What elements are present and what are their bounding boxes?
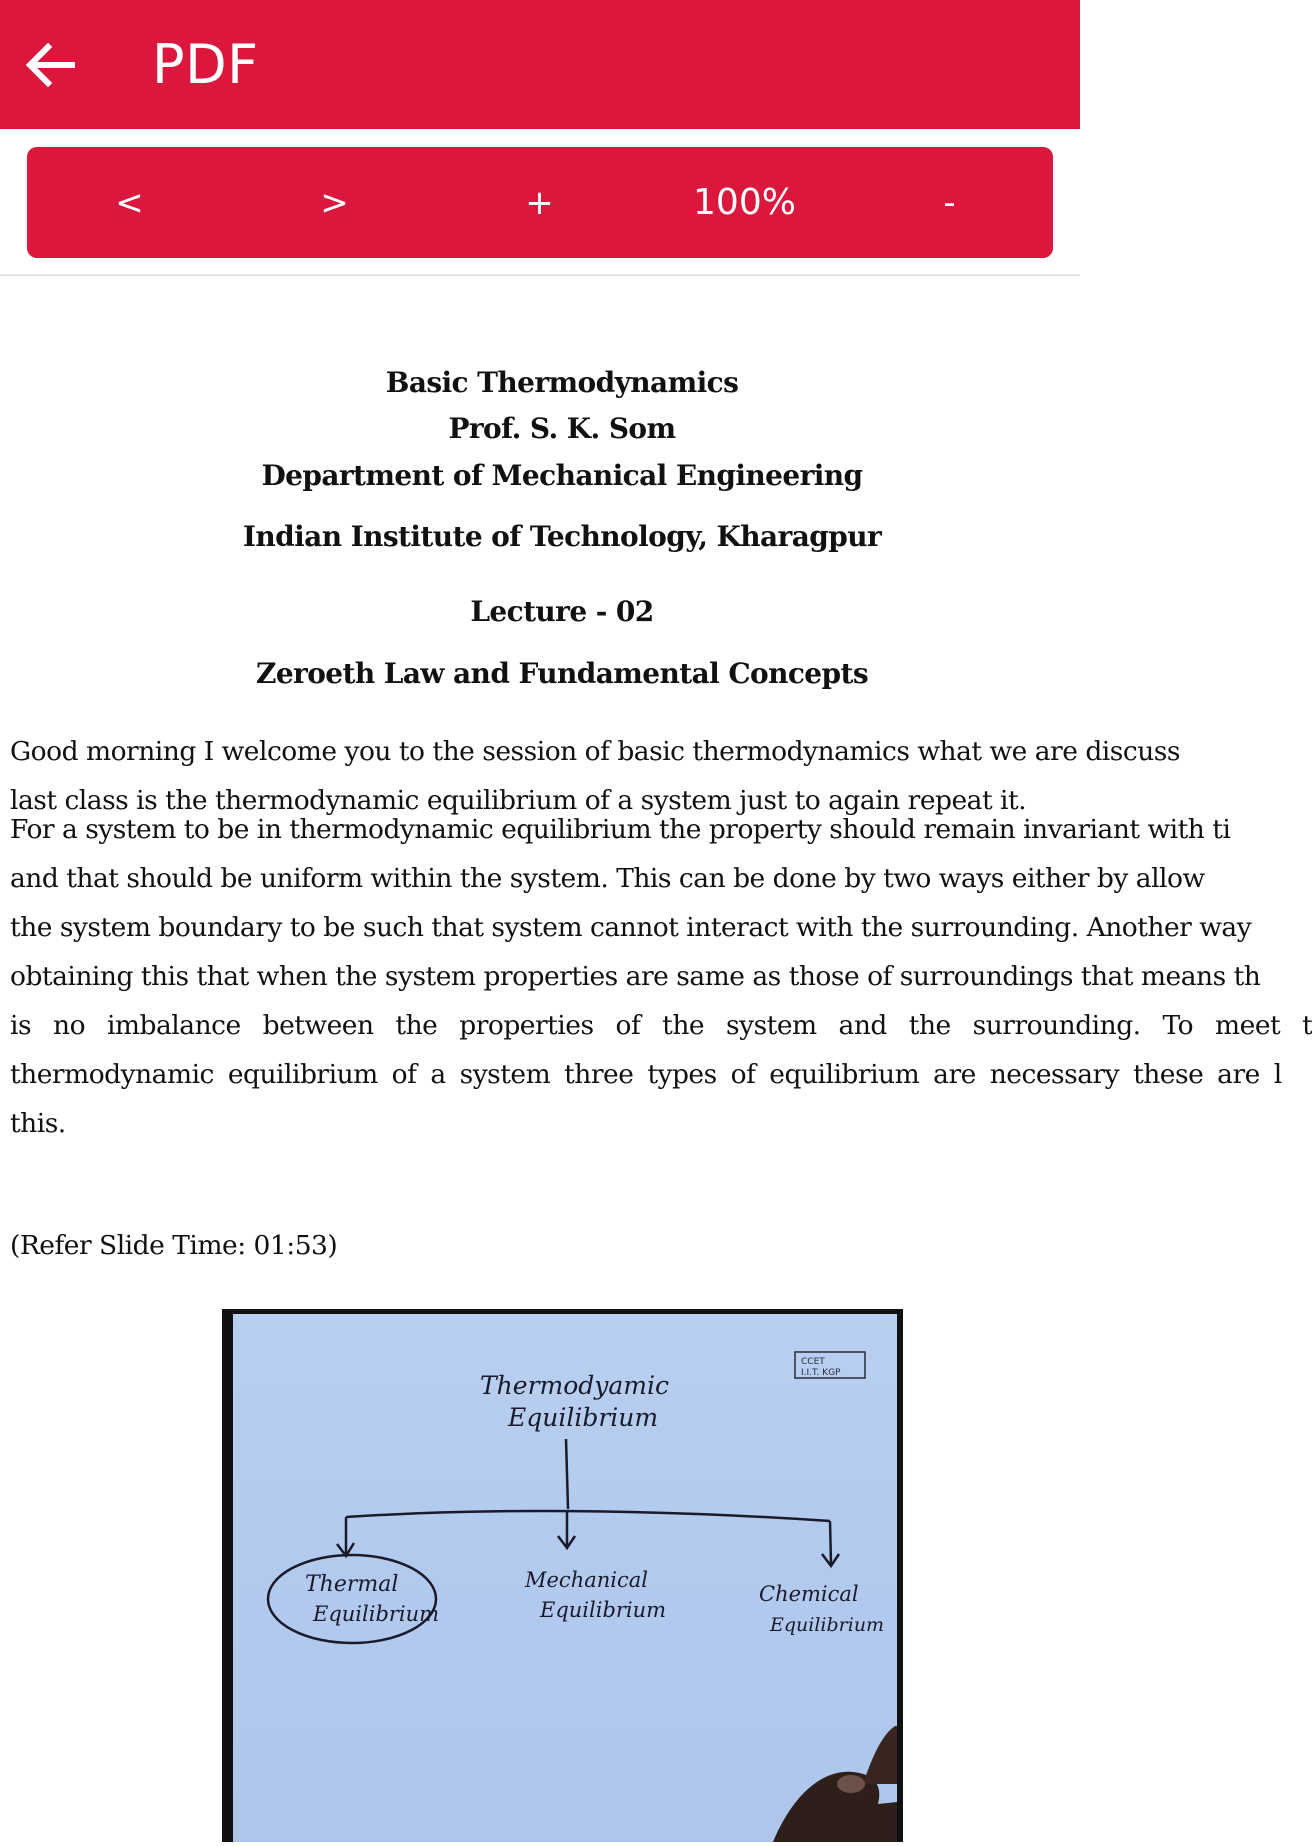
ccet-badge-line2: I.I.T. KGP	[801, 1368, 841, 1378]
back-button[interactable]	[0, 15, 100, 115]
zoom-level: 100%	[693, 182, 796, 223]
paragraph-line: the system boundary to be such that system cannot interact with the surrounding. Another way	[10, 912, 1252, 943]
root-label-line2: Equilibrium	[508, 1403, 659, 1432]
paragraph-line: thermodynamic equilibrium of a system three types of equilibrium are necessary these are l	[10, 1059, 1282, 1090]
tree-connectors	[337, 1439, 839, 1566]
slide-board	[233, 1314, 897, 1842]
paragraph-line: last class is the thermodynamic equilibrium of a system just to again repeat it.	[10, 785, 1027, 816]
hand-image	[773, 1726, 897, 1842]
paragraph-line: and that should be uniform within the system. This can be done by two ways either by allow	[10, 863, 1205, 894]
left-node-line1: Thermal	[305, 1572, 399, 1597]
paragraph-line: obtaining this that when the system properties are same as those of surroundings that means th	[10, 961, 1261, 992]
middle-node-line1: Mechanical	[525, 1568, 648, 1592]
paragraph-line: For a system to be in thermodynamic equilibrium the property should remain invariant with ti	[10, 814, 1231, 845]
root-label-line1: Thermodyamic	[480, 1371, 670, 1400]
next-page-button[interactable]: >	[320, 182, 349, 223]
paragraph-equilibrium	[10, 805, 1312, 1148]
pdf-page[interactable]	[0, 276, 1312, 1842]
lecture-topic: Zeroeth Law and Fundamental Concepts	[256, 657, 868, 690]
pdf-toolbar	[27, 147, 1053, 258]
previous-page-button[interactable]: <	[115, 182, 144, 223]
lecture-number: Lecture - 02	[470, 595, 654, 628]
app-title: PDF	[152, 33, 259, 96]
arrow-left-icon	[22, 37, 78, 93]
lecture-slide-image	[222, 1309, 903, 1842]
paragraph-line: this.	[10, 1108, 66, 1139]
course-title: Basic Thermodynamics	[385, 366, 739, 399]
left-node-line2: Equilibrium	[313, 1602, 440, 1626]
paragraph-line: Good morning I welcome you to the session of basic thermodynamics what we are discuss	[10, 736, 1180, 767]
zoom-in-button[interactable]: +	[525, 182, 554, 223]
slide-time-reference: (Refer Slide Time: 01:53)	[10, 1230, 338, 1261]
right-node-line2: Equilibrium	[770, 1614, 885, 1636]
slide-diagram	[233, 1314, 897, 1842]
institute-name: Indian Institute of Technology, Kharagpur	[242, 520, 882, 553]
thermal-circle	[268, 1555, 436, 1643]
zoom-out-button[interactable]: -	[943, 182, 956, 223]
middle-node-line2: Equilibrium	[540, 1598, 667, 1622]
ccet-badge-line1: CCET	[801, 1357, 825, 1367]
department-name: Department of Mechanical Engineering	[261, 459, 863, 492]
professor-name: Prof. S. K. Som	[448, 412, 676, 445]
paragraph-line: is no imbalance between the properties of the system and the surrounding. To meet t	[10, 1010, 1312, 1041]
app-bar	[0, 0, 1080, 129]
right-node-line1: Chemical	[759, 1582, 859, 1606]
